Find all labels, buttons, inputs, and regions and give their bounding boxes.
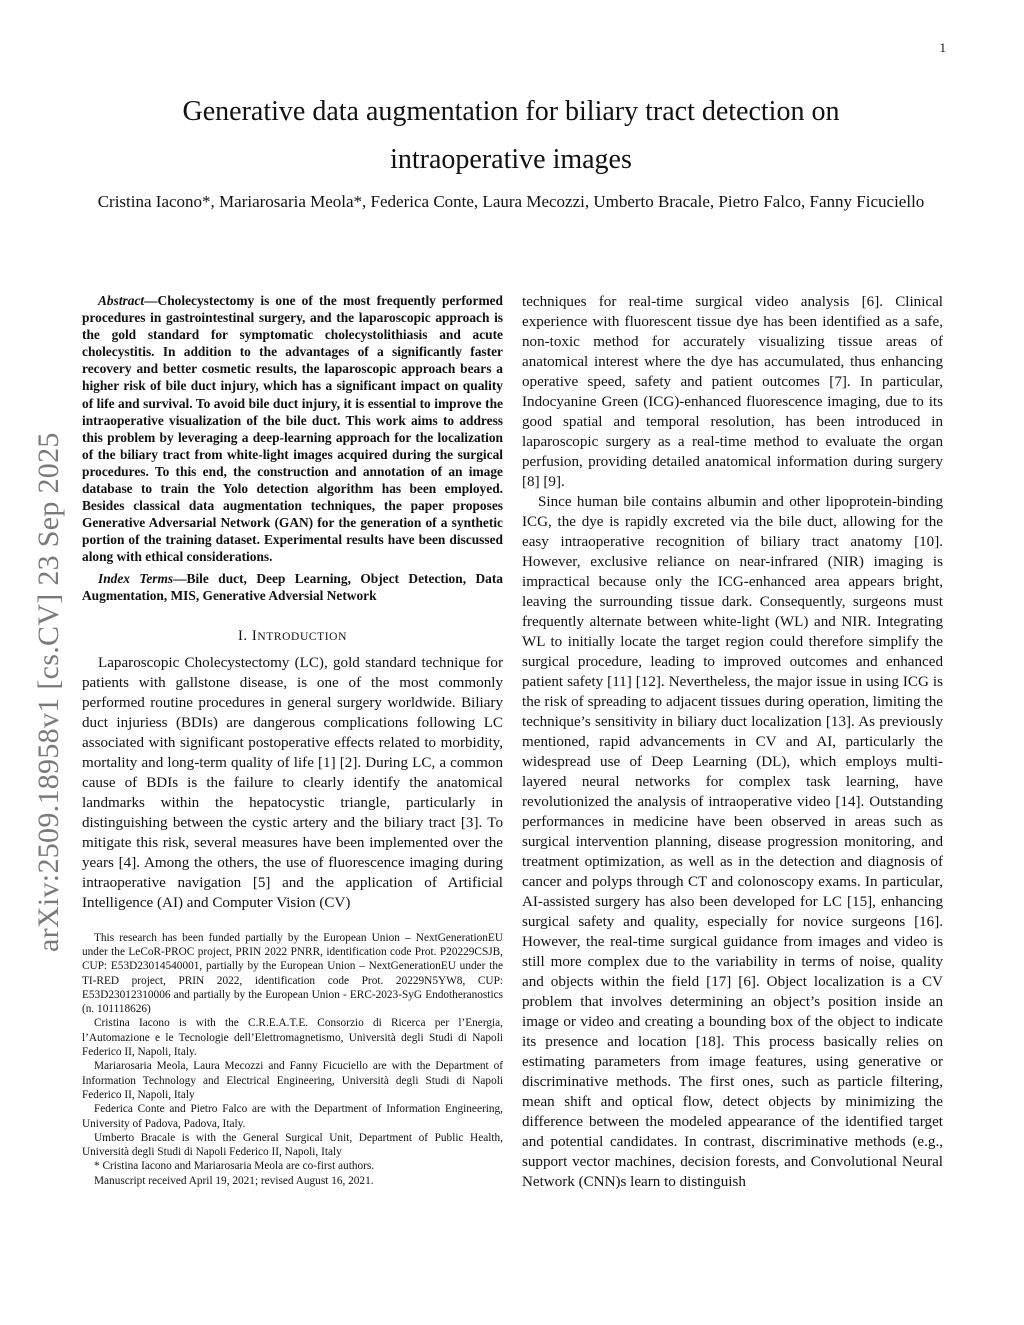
abstract: [82, 292, 503, 566]
index-terms-text: —Bile duct, Deep Learning, Object Detection, Data Augmentation, MIS, Generative Adversial Network: [82, 570, 503, 603]
section-number: I.: [238, 627, 248, 644]
right-column: [522, 292, 943, 1192]
footnote-affiliation-iacono: Cristina Iacono is with the C.R.E.A.T.E. Consorzio di Ricerca per l’Energia, l’Automazione e le Tecnologie dell’Elettromagnetismo, Università degli Studi di Napoli Federico II, Napoli, Italy.: [82, 1017, 503, 1059]
left-column: [82, 292, 503, 1188]
footnote-co-first-authors: * Cristina Iacono and Mariarosaria Meola are co-first authors.: [94, 1160, 375, 1173]
section-title-initial: I: [251, 627, 258, 644]
abstract-text: —Cholecystectomy is one of the most frequently performed procedures in gastrointestinal surgery, and the laparoscopic approach is the gold standard for symptomatic cholecystolithiasis and acute cholecystitis. In addition to the advantages of a significantly faster recovery and better cosmetic results, the laparoscopic approach bears a higher risk of bile duct injury, which has a significant impact on quality of life and survival. To avoid bile duct injury, it is essential to improve the intraoperative visualization of the bile duct. This work aims to address this problem by leveraging a deep-learning approach for the localization of the biliary tract from white-light images acquired during the surgical procedures. To this end, the construction and annotation of an image database to train the Yolo detection algorithm has been employed. Besides classical data augmentation techniques, the paper proposes Generative Adversarial Network (GAN) for the generation of a synthetic portion of the training dataset. Experimental results have been discussed along with ethical considerations.: [82, 293, 503, 565]
section-heading-introduction: [82, 628, 503, 645]
footnote-funding: This research has been funded partially by the European Union – NextGenerationEU under the LeCoR-PROC project, PRIN 2022 PNRR, identification code Prot. P20229CSJB, CUP: E53D23014540001, partially by the European Union – NextGenerationEU under the TI-RED project, PRIN 2022, identification code Prot. 20229N5YW8, CUP: E53D23012310006 and partially by the European Union - ERC-2023-SyG Endotheranostics (n. 101118626): [82, 931, 503, 1016]
intro-paragraph-2: techniques for real-time surgical video analysis [6]. Clinical experience with fluorescent tissue dye has been identified as a safe, non-toxic method for accurately visualizing tissue areas of anatomical interest where the dye has accumulated, thus enhancing operative speed, safety and patient outcomes [7]. In particular, Indocyanine Green (ICG)-enhanced fluorescence imaging, due to its good spatial and temporal resolution, has been introduced in laparoscopic surgery as a real-time method to evaluate the organ perfusion, providing detailed anatomical information during surgery [8] [9].: [522, 294, 943, 490]
paper-title: Generative data augmentation for biliary tract detection on intraoperative images: [182, 96, 840, 175]
page-number: 1: [939, 40, 946, 55]
footnote-affiliation-bracale: Umberto Bracale is with the General Surgical Unit, Department of Public Health, Università degli Studi di Napoli Federico II, Napoli, Italy: [82, 1131, 503, 1159]
footnote-manuscript-dates: Manuscript received April 19, 2021; revised August 16, 2021.: [94, 1174, 374, 1187]
abstract-lead: Abstract: [98, 293, 145, 308]
footnote-affiliation-meola: Mariarosaria Meola, Laura Mecozzi and Fanny Ficuciello are with the Department of Information Technology and Electrical Engineering, Università degli Studi di Napoli Federico II, Napoli, Italy: [82, 1060, 503, 1101]
intro-paragraph-3: Since human bile contains albumin and other lipoprotein-binding ICG, the dye is rapidly excreted via the bile duct, allowing for the easy intraoperative recognition of biliary tract anatomy [10]. However, exclusive reliance on near-infrared (NIR) imaging is impractical because only the ICG-enhanced area appears bright, leaving the surrounding tissue dark. Consequently, surgeons must frequently alternate between white-light (WL) and NIR. Integrating WL to initially locate the target region could therefore simplify the surgical procedure, leading to improved outcomes and enhanced patient safety [11] [12]. Nevertheless, the major issue in using ICG is the risk of spreading to adjacent tissues during operation, limiting the technique’s sensitivity in biliary duct localization [13]. As previously mentioned, rapid advancements in CV and AI, particularly the widespread use of Deep Learning (DL), which employs multi-layered neural networks for complex task learning, have revolutionized the analysis of intraoperative video [14]. Outstanding performances in medicine have been observed in areas such as surgical intervention planning, disease progression monitoring, and treatment optimization, as well as in the detection and diagnosis of cancer and polyps through CT and colonoscopy exams. In particular, AI-assisted surgery has also been developed for LC [15], enhancing surgical safety and quality, especially for novice surgeons [16]. However, the real-time surgical guidance from images and video is still more complex due to the variability in terms of noise, quality and objects within the field [17] [6]. Object localization is a CV problem that involves determining an object’s position inside an image or video and creating a bounding box of the object to indicate its presence and location [18]. This process basically relies on estimating parameters from image features, using generative or discriminative methods. The first ones, such as particle filtering, mean shift and optical flow, detect objects by minimizing the difference between the modeled appearance of the identified target and potential candidates. In contrast, discriminative methods (e.g., support vector machines, decision forests, and Convolutional Neural Network (CNN)s learn to distinguish: [522, 494, 943, 1190]
footnotes: [82, 931, 503, 1188]
index-terms-lead: Index Terms: [98, 570, 174, 586]
footnote-affiliation-conte: Federica Conte and Pietro Falco are with the Department of Information Engineering, University of Padova, Padova, Italy.: [82, 1103, 503, 1130]
index-terms: [82, 570, 503, 604]
intro-paragraph-1: Laparoscopic Cholecystectomy (LC), gold standard technique for patients with gallstone disease, is one of the most commonly performed routine procedures in general surgery worldwide. Biliary duct injuriess (BDIs) are dangerous complications following LC associated with significant postoperative effects related to morbidity, mortality and long-term quality of life [1] [2]. During LC, a common cause of BDIs is the failure to clearly identify the anatomical landmarks within the hepatocystic triangle, particularly in distinguishing between the cystic artery and the biliary tract [3]. To mitigate this risk, several measures have been implemented over the years [4]. Among the others, the use of fluorescence imaging during intraoperative navigation [5] and the application of Artificial Intelligence (AI) and Computer Vision (CV): [82, 654, 503, 911]
section-title-rest: NTRODUCTION: [257, 630, 347, 643]
author-list: Cristina Iacono*, Mariarosaria Meola*, Federica Conte, Laura Mecozzi, Umberto Bracale, Pietro Falco, Fanny Ficuciello: [97, 192, 925, 211]
arxiv-identifier: arXiv:2509.18958v1 [cs.CV] 23 Sep 2025: [32, 432, 65, 952]
